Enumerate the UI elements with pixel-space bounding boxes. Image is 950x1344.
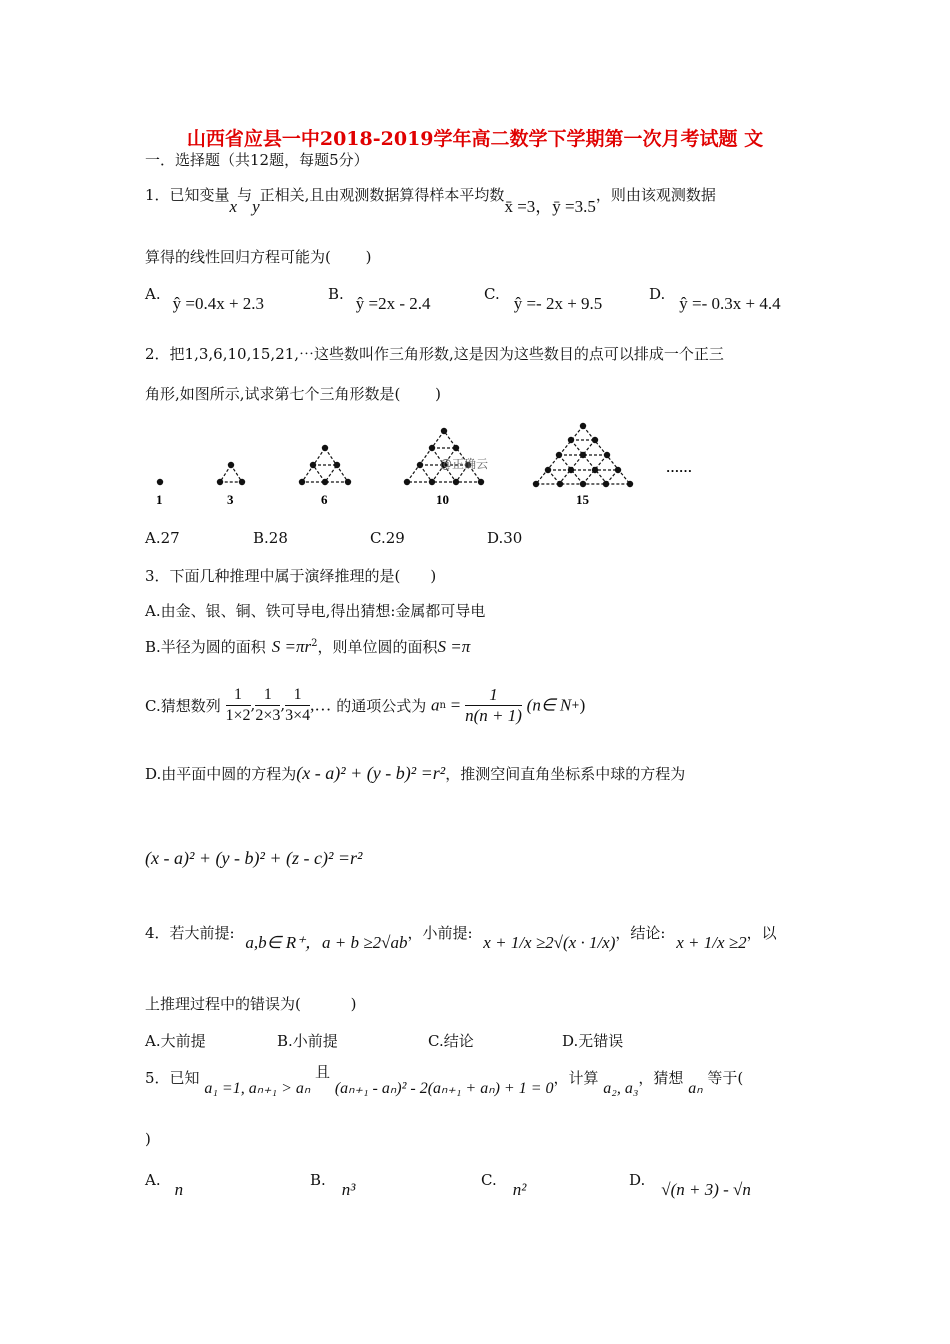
triangular-numbers-figure — [140, 420, 720, 515]
q1-option-b: B. ŷ =2x - 2.4 — [328, 285, 431, 313]
q2-option-b: B.28 — [253, 529, 288, 547]
question-2-line2: 角形,如图所示,试求第七个三角形数是( ) — [145, 385, 442, 403]
figure-label-10: 10 — [436, 492, 449, 507]
q3-sphere-equation: (x - a)² + (y - b)² + (z - c)² =r² — [145, 848, 363, 868]
triangle-6 — [302, 448, 348, 482]
question-1-line1: 1．已知变量x与y正相关,且由观测数据算得样本平均数x̄ =3，ȳ =3.5，则由该观测数据 — [145, 186, 716, 216]
q3-option-d: D.由平面中圆的方程为(x - a)² + (y - b)² =r²，推测空间直角坐标系中球的方程为 — [145, 763, 686, 783]
q5-option-a: A. n — [145, 1171, 184, 1199]
question-3-stem: 3．下面几种推理中属于演绎推理的是( ) — [145, 567, 437, 585]
q2-option-d: D.30 — [487, 529, 523, 547]
q5-option-c: C. n² — [481, 1171, 527, 1199]
figure-label-15: 15 — [576, 492, 589, 507]
question-5-line1: 5．已知 a₁ =1, aₙ₊₁ > aₙ 且 (aₙ₊₁ - aₙ)² - 2(aₙ₊₁ + aₙ) + 1 = 0，计算 a₂, a₃，猜想 aₙ 等于( — [145, 1063, 744, 1097]
q5-option-b: B. n³ — [310, 1171, 356, 1199]
question-1-line2: 算得的线性回归方程可能为( ) — [145, 248, 372, 266]
figure-label-1: 1 — [156, 492, 163, 507]
dot — [157, 479, 163, 485]
watermark: @正确云 — [440, 457, 489, 471]
question-5-line2: ) — [145, 1130, 151, 1148]
q3-option-a: A.由金、银、铜、铁可导电,得出猜想:金属都可导电 — [145, 602, 486, 620]
q2-option-a: A.27 — [145, 529, 180, 547]
q1-option-c: C. ŷ =- 2x + 9.5 — [484, 285, 603, 313]
figure-label-3: 3 — [227, 492, 234, 507]
figure-ellipsis: …… — [666, 460, 692, 475]
q4-option-d: D.无错误 — [562, 1032, 624, 1050]
q4-option-a: A.大前提 — [145, 1032, 206, 1050]
question-2-line1: 2．把1,3,6,10,15,21,⋯这些数叫作三角形数,这是因为这些数目的点可以排成一个正三 — [145, 345, 724, 363]
q4-option-c: C.结论 — [428, 1032, 474, 1050]
question-4-line2: 上推理过程中的错误为( ) — [145, 995, 357, 1013]
q5-option-d: D. √(n + 3) - √n — [629, 1171, 751, 1199]
q3-option-b: B.半径为圆的面积 $S =\pi r^2$，则单位圆的面积S =π — [145, 637, 471, 656]
q1-option-d: D. ŷ =- 0.3x + 4.4 — [649, 285, 781, 313]
q3-option-c: C.猜想数列 $\frac{1}{1\times 2}$ , $\frac{1}{2\times 3}$ , $\frac{1}{3\times 4}$ ,… 的通项公式为 an = $\frac{1}{n(n + 1)}$ (n∈ N+) — [145, 685, 586, 725]
document-title: 山西省应县一中2018-2019学年高二数学下学期第一次月考试题 文 — [186, 128, 764, 150]
question-4-line1: 4．若大前提: a,b∈ R⁺，a + b ≥2√ab，小前提: x + 1/x ≥2√(x · 1/x)，结论: x + 1/x ≥2，以 — [145, 924, 777, 952]
q4-option-b: B.小前提 — [277, 1032, 338, 1050]
q1-option-a: A. ŷ =0.4x + 2.3 — [145, 285, 265, 313]
section-heading: 一．选择题（共12题，每题5分） — [145, 151, 369, 169]
figure-label-6: 6 — [321, 492, 328, 507]
q2-option-c: C.29 — [370, 529, 405, 547]
